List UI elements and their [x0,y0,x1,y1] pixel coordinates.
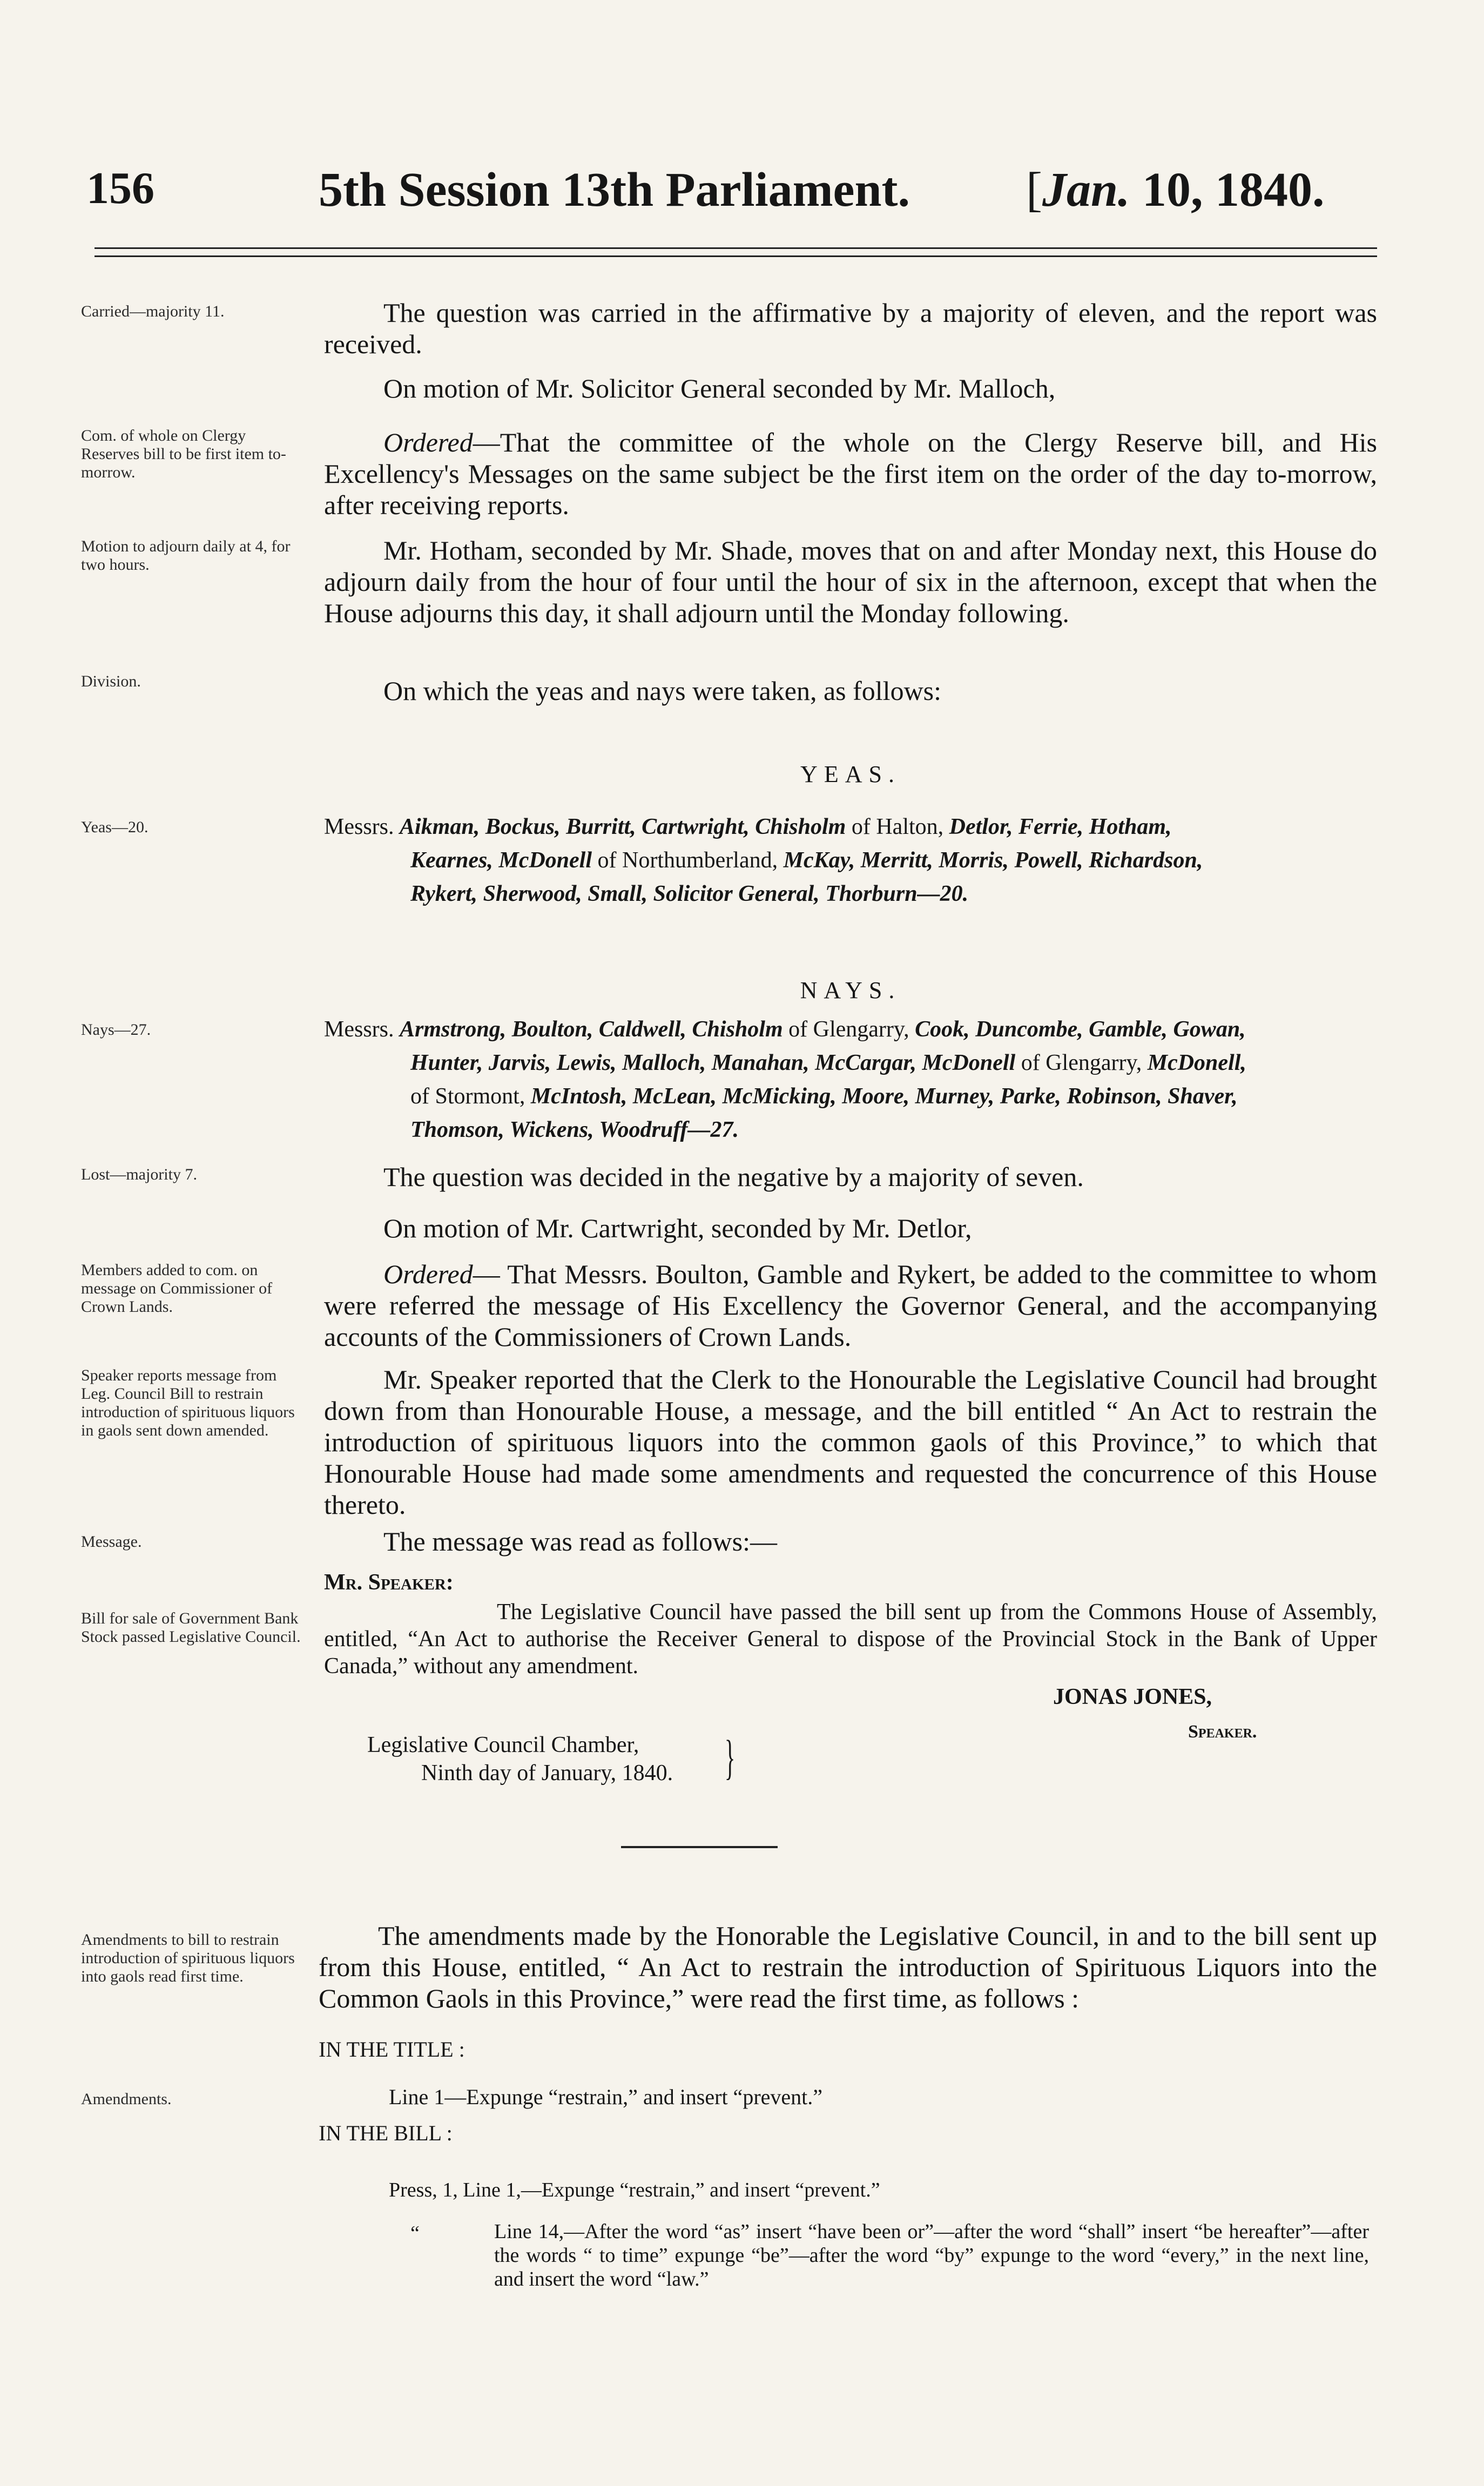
paragraph-speaker-report-text: Mr. Speaker reported that the Clerk to the Honourable the Legislative Council had brought down from than Honourable House, a message, and the bill entitled “ An Act to restrain the introduction of spirituous liquors into the common gaols of this Province,” to which that Honourable House had made some amendments and requested the concurrence of this House thereto. [324,1364,1377,1520]
paragraph-motion-solicitor [324,373,1377,404]
member-name: Murney, [915,1084,1000,1109]
member-name: McCargar, [815,1050,922,1075]
member-name: Ferrie, [1018,814,1089,839]
member-name: Boulton, [511,1017,599,1042]
message-body [324,1599,1377,1680]
member-name: McDonell [922,1050,1021,1075]
paragraph-motion-cartwright [324,1212,1377,1244]
member-name: Hotham, [1089,814,1172,839]
member-name: Merritt, [860,848,939,873]
member-name: Chisholm [692,1017,789,1042]
yeas-list [324,810,1382,911]
chamber-dateline [367,1731,673,1787]
paragraph-members-text: — That Messrs. Boulton, Gamble and Rykert, be added to the committee to whom were referred the message of His Excellency the Governor General, and the accompanying accounts of the Commissioners of Crown Lands. [324,1259,1377,1352]
member-name: Shaver, [1168,1084,1238,1109]
ditto-mark: “ [410,2222,420,2245]
member-name: Duncombe, [975,1017,1089,1042]
page-number: 156 [86,163,154,213]
section-divider [621,1846,778,1848]
member-name: Cook, [915,1017,976,1042]
paragraph-clergy-text: —That the committee of the whole on the Clergy Reserve bill, and His Excellency's Messages on the same subject be the first item on the order of the day to-morrow, after receiving reports. [324,427,1377,520]
member-name: McDonell, [1147,1050,1246,1075]
member-name: Armstrong, [400,1017,512,1042]
yeas-line-2 [324,844,1382,877]
margin-note-division: Division. [81,672,141,690]
member-name: McMicking, [722,1084,842,1109]
member-name: Solicitor General, [653,881,826,906]
paragraph-carried [324,297,1377,360]
member-name: of Glengarry, [1021,1050,1148,1075]
member-name: Chisholm [755,814,852,839]
member-name: Sherwood, [483,881,588,906]
paragraph-lost [324,1161,1377,1193]
member-name: Thorburn—20. [825,881,969,906]
nays-line-4 [324,1113,1382,1147]
nays-line-2 [324,1046,1382,1080]
session-title: 5th Session 13th Parliament. [319,163,910,217]
member-name: Kearnes, [410,848,499,873]
chamber-brace: } [724,1731,736,1784]
margin-note-amendments-first: Amendments to bill to restrain introduction of spirituous liquors into gaols read first time. [81,1931,295,1985]
paragraph-division-text: On which the yeas and nays were taken, as follows: [383,676,942,706]
member-name: of Stormont, [410,1084,531,1109]
member-name: of Halton, [851,814,949,839]
nays-line-3 [324,1080,1382,1113]
yeas-messrs: Messrs. [324,814,394,839]
member-name: Burritt, [566,814,642,839]
member-name: Rykert, [410,881,483,906]
margin-note-message: Message. [81,1533,142,1551]
chamber-line-1: Legislative Council Chamber, [367,1733,639,1757]
member-name: Aikman, [400,814,485,839]
member-name: Small, [588,881,653,906]
member-name: Lewis, [556,1050,623,1075]
ordered-label-2: Ordered [383,1259,473,1289]
member-name: Gamble, [1089,1017,1173,1042]
margin-note-members-added: Members added to com. on message on Commissioner of Crown Lands. [81,1261,273,1316]
member-name: McIntosh, [530,1084,633,1109]
nays-line-1 [400,1017,1246,1042]
paragraph-lost-text: The question was decided in the negative by a majority of seven. [383,1162,1084,1192]
member-name: Parke, [1000,1084,1067,1109]
member-name: Richardson, [1089,848,1203,873]
nays-heading: NAYS. [800,977,901,1003]
header-date [1026,162,1325,218]
date-bracket: [ [1026,163,1042,217]
margin-note-bill-sale: Bill for sale of Government Bank Stock passed Legislative Council. [81,1609,301,1646]
paragraph-hotham-text: Mr. Hotham, seconded by Mr. Shade, moves that on and after Monday next, this House do adjourn daily from the hour of four until the hour of six in the afternoon, except that when the House adjourns this day, it shall adjourn until the Monday following. [324,535,1377,628]
message-body-text: The Legislative Council have passed the bill sent up from the Commons House of Assembly, entitled, “An Act to authorise the Receiver General to dispose of the Provincial Stock in the Bank of Upper Canada,” without any amendment. [324,1600,1377,1679]
chamber-line-2: Ninth day of January, 1840. [421,1761,673,1786]
message-address-text: Mr. Speaker: [324,1570,454,1595]
margin-note-yeas: Yeas—20. [81,818,149,836]
signatory-title: Speaker. [1188,1722,1257,1742]
member-name: McDonell [498,848,598,873]
member-name: Detlor, [949,814,1018,839]
member-name: Thomson, [410,1117,510,1142]
date-month: Jan. [1042,163,1130,217]
in-the-bill-heading: IN THE BILL : [319,2121,453,2145]
member-name: of Glengarry, [788,1017,915,1042]
margin-note-lost: Lost—majority 7. [81,1165,197,1183]
paragraph-amendments-text: The amendments made by the Honorable the Legislative Council, in and to the bill sent up from this House, entitled, “ An Act to restrain the introduction of Spirituous Liquors into the Common Gaols in this Province,” were read the first time, as follows : [319,1921,1377,2013]
paragraph-clergy-ordered [324,427,1377,521]
date-rest: 10, 1840. [1130,163,1325,217]
margin-note-speaker-reports: Speaker reports message from Leg. Council Bill to restrain introduction of spirituous liquors in gaols sent down amended. [81,1366,295,1439]
margin-note-motion-adjourn: Motion to adjourn daily at 4, for two hours. [81,537,291,574]
member-name: Jarvis, [488,1050,557,1075]
member-name: Robinson, [1067,1084,1168,1109]
yeas-line-3 [324,877,1382,911]
member-name: Manahan, [711,1050,815,1075]
title-amendment-line: Line 1—Expunge “restrain,” and insert “prevent.” [389,2085,823,2109]
ordered-label: Ordered [383,427,473,457]
member-name: Wickens, [509,1117,599,1142]
bill-amendment-line-2-text: Line 14,—After the word “as” insert “have been or”—after the word “shall” insert “be hereafter”—after the words “ to time” expunge “be”—after the word “by” expunge to the word “every,” in the next line, and insert the word “law.” [494,2220,1369,2290]
member-name: Malloch, [622,1050,712,1075]
nays-messrs: Messrs. [324,1017,394,1042]
member-name: Gowan, [1173,1017,1246,1042]
yeas-line-1 [400,814,1172,839]
message-address [324,1569,1377,1596]
member-name: Powell, [1014,848,1089,873]
member-name: of Northumberland, [597,848,784,873]
paragraph-members-ordered [324,1258,1377,1352]
paragraph-carried-text: The question was carried in the affirmative by a majority of eleven, and the report was received. [324,298,1377,359]
member-name: Cartwright, [642,814,756,839]
paragraph-hotham-motion [324,535,1377,629]
bill-amendment-line-2 [494,2220,1369,2291]
margin-note-nays: Nays—27. [81,1021,151,1039]
member-name: Moore, [842,1084,915,1109]
signatory: JONAS JONES, [1053,1685,1212,1709]
member-name: Morris, [939,848,1015,873]
margin-note-amendments: Amendments. [81,2090,172,2108]
paragraph-message-read [324,1526,1377,1557]
member-name: Woodruff—27. [599,1117,739,1142]
bill-amendment-line-1: Press, 1, Line 1,—Expunge “restrain,” and insert “prevent.” [389,2179,880,2201]
header-rule [95,247,1377,257]
yeas-heading: YEAS. [800,761,901,787]
paragraph-motion-solicitor-text: On motion of Mr. Solicitor General seconded by Mr. Malloch, [383,373,1056,403]
member-name: Caldwell, [598,1017,692,1042]
paragraph-division [324,675,1377,706]
paragraph-amendments [319,1920,1377,2014]
in-the-title-heading: IN THE TITLE : [319,2037,465,2061]
member-name: McKay, [783,848,861,873]
margin-note-clergy: Com. of whole on Clergy Reserves bill to be first item to-morrow. [81,427,286,481]
member-name: Hunter, [410,1050,489,1075]
nays-list [324,1013,1382,1147]
member-name: McLean, [632,1084,723,1109]
page-header [86,157,1393,232]
paragraph-message-read-text: The message was read as follows:— [383,1526,777,1557]
paragraph-motion-cartwright-text: On motion of Mr. Cartwright, seconded by Mr. Detlor, [383,1213,972,1243]
paragraph-speaker-report [324,1364,1377,1520]
margin-note-carried: Carried—majority 11. [81,302,225,320]
member-name: Bockus, [485,814,566,839]
